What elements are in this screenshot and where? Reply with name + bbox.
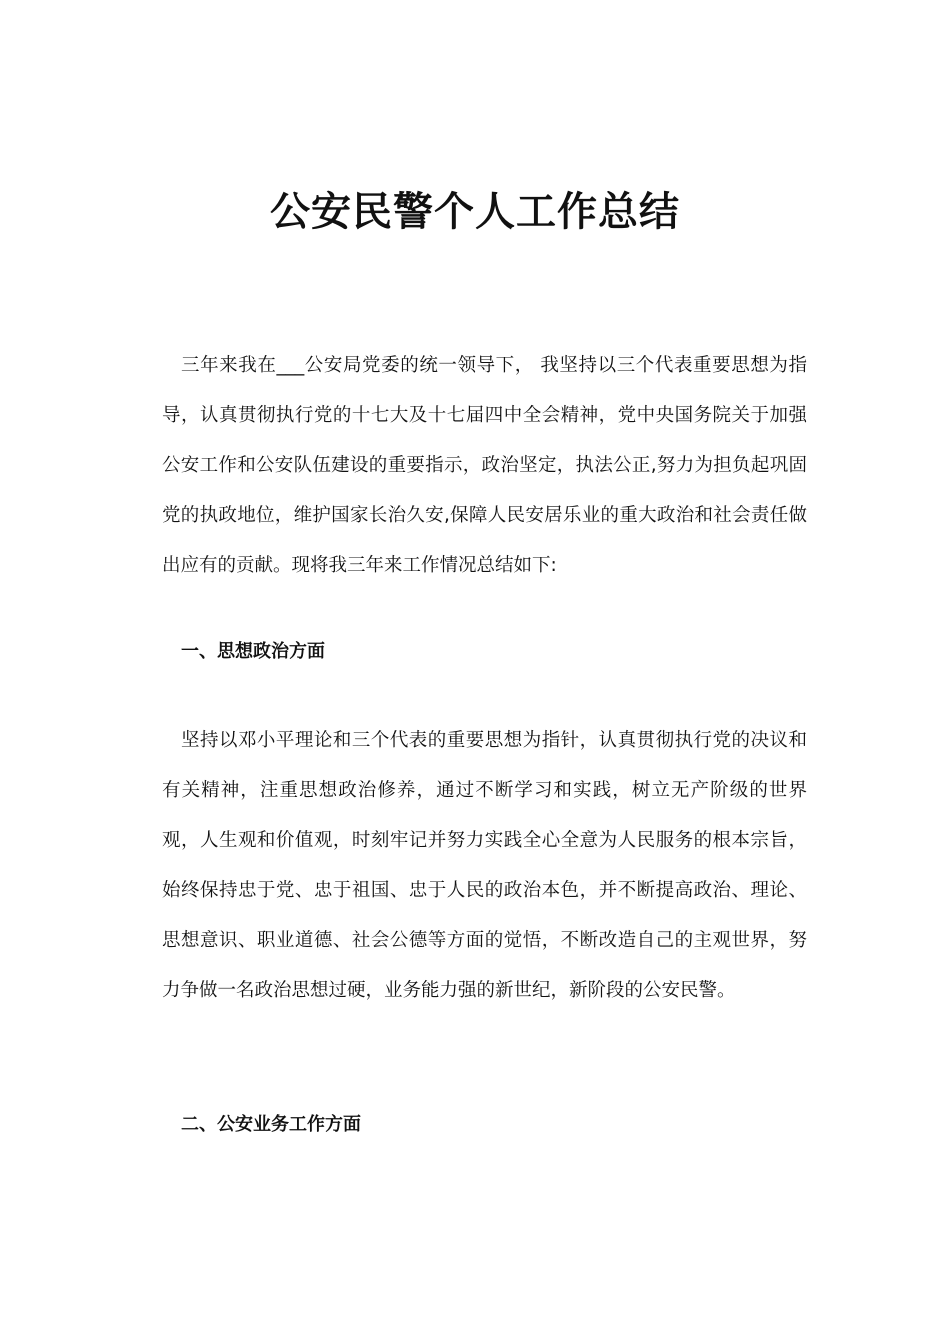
section-body-ideology: 坚持以邓小平理论和三个代表的重要思想为指针，认真贯彻执行党的决议和有关精神，注重思想政治修养，通过不断学习和实践，树立无产阶级的世界观，人生观和价值观，时刻牢记并努力实践全心全意为人民服务的根本宗旨，始终保持忠于党、忠于祖国、忠于人民的政治本色，并不断提高政治、理论、思想意识、职业道德、社会公德等方面的觉悟，不断改造自己的主观世界，努力争做一名政治思想过硬，业务能力强的新世纪，新阶段的公安民警。 bbox=[162, 730, 807, 1001]
intro-paragraph: 三年来我在___公安局党委的统一领导下， 我坚持以三个代表重要思想为指导，认真贯彻执行党的十七大及十七届四中全会精神，党中央国务院关于加强公安工作和公安队伍建设的重要指示，政治坚定，执法公正,努力为担负起巩固党的执政地位，维护国家长治久安,保障人民安居乐业的重大政治和社会责任做出应有的贡献。现将我三年来工作情况总结如下: bbox=[162, 355, 807, 576]
document-title: 公安民警个人工作总结 bbox=[270, 189, 680, 235]
section-heading-ideology: 一、思想政治方面 bbox=[181, 641, 325, 662]
section-heading-police-work: 二、公安业务工作方面 bbox=[181, 1114, 361, 1135]
